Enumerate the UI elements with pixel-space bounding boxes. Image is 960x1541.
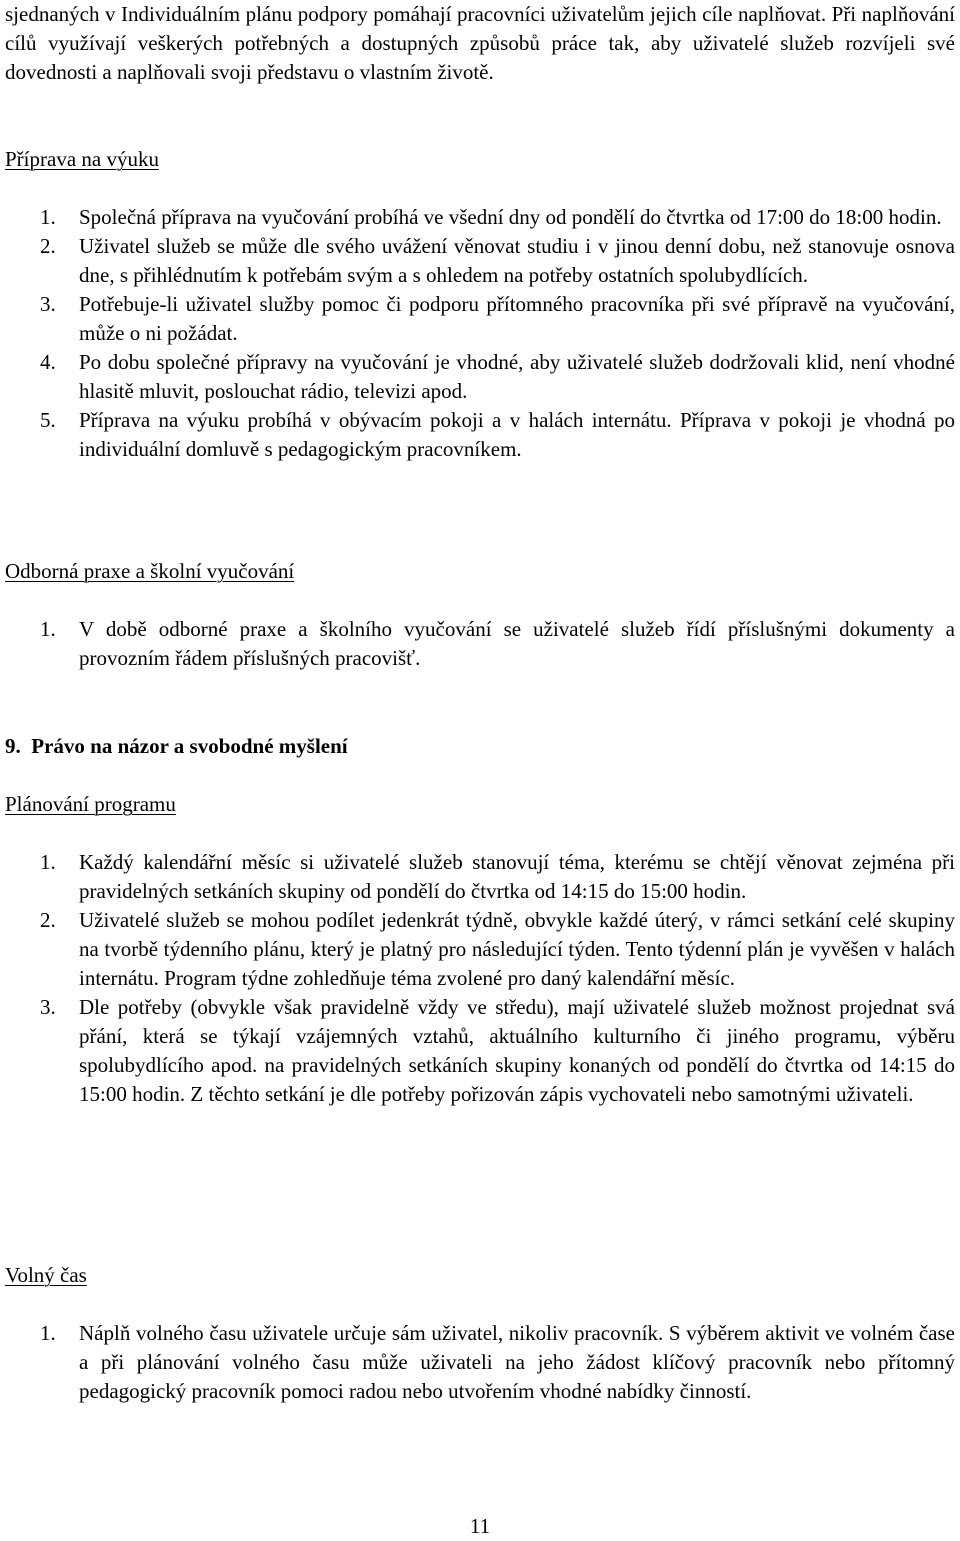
list-item-number: 3.: [40, 292, 56, 316]
list-item-text: Uživatel služeb se může dle svého uvážení věnovat studiu i v jinou denní dobu, než stanovuje osnova dne, s přihlédnutím k potřebám svým a s ohledem na potřeby ostatních spolubydlících.: [79, 234, 955, 287]
section-title-practice: Odborná praxe a školní vyučování: [5, 559, 295, 583]
section-title-freetime: Volný čas: [5, 1263, 87, 1287]
list-item-text: Příprava na výuku probíhá v obývacím pokoji a v halách internátu. Příprava v pokoji je vhodná po individuální domluvě s pedagogickým pracovníkem.: [79, 408, 955, 461]
list-item: [5, 993, 955, 1109]
intro-paragraph: sjednaných v Individuálním plánu podpory pomáhají pracovníci uživatelům jejich cíle naplňovat. Při naplňování cílů využívají veškerých potřebných a dostupných způsobů práce tak, aby uživatelé služeb rozvíjeli své dovednosti a naplňovali svoji představu o vlastním životě.: [5, 2, 955, 84]
section-title-planning: Plánování programu: [5, 792, 176, 816]
list-item: [5, 203, 955, 232]
list-item: [5, 615, 955, 673]
list-item-number: 5.: [40, 408, 56, 432]
list-item-text: Každý kalendářní měsíc si uživatelé služeb stanovují téma, kterému se chtějí věnovat zejména při pravidelných setkáních skupiny od pondělí do čtvrtka od 14:15 do 15:00 hodin.: [79, 850, 955, 903]
list-item-text: Uživatelé služeb se mohou podílet jedenkrát týdně, obvykle každé úterý, v rámci setkání celé skupiny na tvorbě týdenního plánu, který je platný pro následující týden. Tento týdenní plán je vyvěšen v halách internátu. Program týdne zohledňuje téma zvolené pro daný kalendářní měsíc.: [79, 908, 955, 990]
list-item-text: Po dobu společné přípravy na vyučování je vhodné, aby uživatelé služeb dodržovali klid, není vhodné hlasitě mluvit, poslouchat rádio, televizi apod.: [79, 350, 955, 403]
list-item-text: Náplň volného času uživatele určuje sám uživatel, nikoliv pracovník. S výběrem aktivit ve volném čase a při plánování volného času může uživateli na jeho žádost klíčový pracovník nebo přítomný pedagogický pracovník pomoci radou nebo utvořením vhodné nabídky činností.: [79, 1321, 955, 1403]
list-item-number: 1.: [40, 617, 56, 641]
list-item: [5, 406, 955, 464]
list-item-text: Dle potřeby (obvykle však pravidelně vždy ve středu), mají uživatelé služeb možnost projednat svá přání, která se týkají vzájemných vztahů, aktuálního kulturního či jiného programu, výběru spolubydlícího apod. na pravidelných setkáních skupiny konaných od pondělí do čtvrtka od 14:15 do 15:00 hodin. Z těchto setkání je dle potřeby pořizován zápis vychovateli nebo samotnými uživateli.: [79, 995, 955, 1106]
prep-list: [5, 203, 955, 464]
list-item-text: V době odborné praxe a školního vyučování se uživatelé služeb řídí příslušnými dokumenty a provozním řádem příslušných pracovišť.: [79, 617, 955, 670]
list-item: [5, 290, 955, 348]
page-number: 11: [469, 1514, 491, 1538]
list-item-number: 2.: [40, 234, 56, 258]
list-item-number: 1.: [40, 205, 56, 229]
list-item-number: 2.: [40, 908, 56, 932]
list-item-text: Potřebuje-li uživatel služby pomoc či podporu přítomného pracovníka při své přípravě na vyučování, může o ni požádat.: [79, 292, 955, 345]
list-item-number: 3.: [40, 995, 56, 1019]
planning-list: [5, 848, 955, 1109]
list-item-number: 4.: [40, 350, 56, 374]
chapter-heading: 9. Právo na názor a svobodné myšlení: [5, 734, 348, 758]
list-item-number: 1.: [40, 850, 56, 874]
list-item: [5, 1319, 955, 1406]
practice-list: [5, 615, 955, 673]
list-item-text: Společná příprava na vyučování probíhá ve všední dny od pondělí do čtvrtka od 17:00 do 18:00 hodin.: [79, 205, 942, 229]
list-item-number: 1.: [40, 1321, 56, 1345]
freetime-list: [5, 1319, 955, 1406]
list-item: [5, 232, 955, 290]
list-item: [5, 348, 955, 406]
list-item: [5, 848, 955, 906]
section-title-prep: Příprava na výuku: [5, 147, 159, 171]
list-item: [5, 906, 955, 993]
